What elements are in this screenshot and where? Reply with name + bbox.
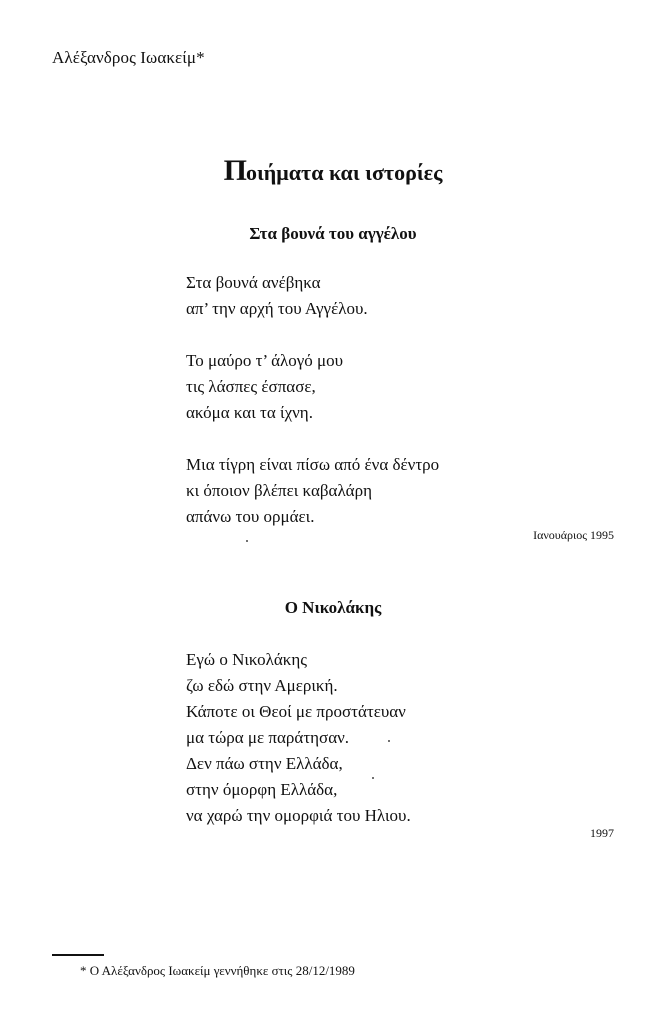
poem-1-date: Ιανουάριος 1995 — [533, 528, 614, 542]
poem-line: μα τώρα με παράτησαν. — [186, 728, 350, 747]
page-title — [0, 154, 660, 188]
scan-speck — [372, 777, 374, 779]
poem-line: Στα βουνά ανέβηκα — [186, 273, 321, 292]
title-initial: Π — [223, 154, 246, 187]
scan-speck — [388, 740, 390, 742]
footnote-divider — [52, 954, 104, 956]
poem-line: κι όποιον βλέπει καβαλάρη — [186, 481, 372, 500]
poem-1-stanza-3 — [186, 452, 439, 530]
poem-line: να χαρώ την ομορφιά του Ηλιου. — [186, 806, 411, 825]
poem-line: τις λάσπες έσπασε, — [186, 377, 316, 396]
poem-line: Δεν πάω στην Ελλάδα, — [186, 754, 343, 773]
poem-2-date: 1997 — [590, 826, 614, 840]
poem-line: απάνω του ορμάει. — [186, 507, 315, 526]
poem-line: Κάποτε οι Θεοί με προστάτευαν — [186, 702, 406, 721]
poem-line: ζω εδώ στην Αμερική. — [186, 676, 338, 695]
footnote: * Ο Αλέξανδρος Ιωακείμ γεννήθηκε στις 28/12/1989 — [80, 963, 355, 978]
poem-line: απ’ την αρχή του Αγγέλου. — [186, 299, 368, 318]
poem-1-stanza-1 — [186, 270, 368, 322]
poem-title-1: Στα βουνά του αγγέλου — [249, 224, 417, 243]
poem-1-stanza-2 — [186, 348, 343, 426]
poem-line: Εγώ ο Νικολάκης — [186, 650, 307, 669]
title-rest: οιήματα και ιστορίες — [245, 160, 443, 185]
poem-line: στην όμορφη Ελλάδα, — [186, 780, 338, 799]
poem-line: ακόμα και τα ίχνη. — [186, 403, 313, 422]
poem-line: Μια τίγρη είναι πίσω από ένα δέντρο — [186, 455, 440, 474]
poem-title-2: Ο Νικολάκης — [284, 598, 382, 617]
poem-line: Το μαύρο τ’ άλογό μου — [186, 351, 344, 370]
poem-2-stanza-1 — [186, 647, 411, 829]
author-name: Αλέξανδρος Ιωακείμ* — [52, 48, 205, 67]
scan-speck — [246, 540, 248, 542]
